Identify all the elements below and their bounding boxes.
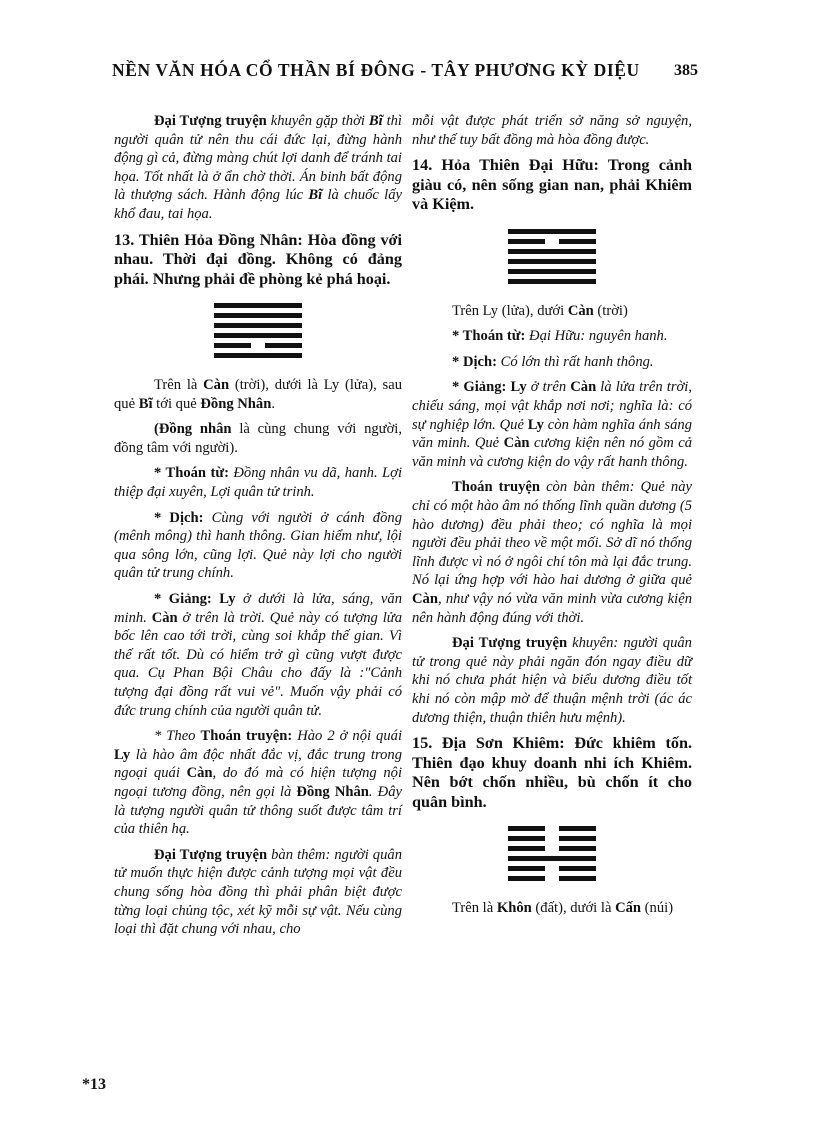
paragraph	[114, 590, 402, 720]
term: Càn	[203, 377, 230, 394]
paragraph	[412, 327, 692, 346]
yang-line	[214, 323, 302, 328]
paragraph: mỗi vật được phát triển sở năng sở nguyện, như thế tuy bất đồng mà hòa đồng được.	[412, 113, 692, 148]
yang-line	[214, 353, 302, 358]
term: * Dịch:	[154, 509, 204, 526]
term: Càn	[412, 591, 438, 607]
paragraph	[412, 634, 692, 727]
yang-line	[508, 259, 596, 264]
yin-line	[214, 343, 302, 348]
term: Bĩ	[138, 395, 153, 412]
text: cương kiện nên nó gồm cả văn minh và cương kiện do vậy rất hanh thông.	[412, 435, 692, 470]
term: Bĩ	[368, 113, 383, 129]
hexagram-dong-nhan	[214, 303, 302, 358]
yang-line	[214, 313, 302, 318]
term: (Đồng nhân	[154, 421, 232, 438]
text: Đại Hữu: nguyên hanh.	[525, 328, 668, 345]
paragraph	[114, 376, 402, 413]
text: khuyên gặp thời	[266, 113, 369, 129]
yin-line	[508, 826, 596, 831]
term: * Giảng: Ly	[154, 591, 236, 607]
right-column	[412, 112, 692, 925]
term: Thoán truyện	[452, 479, 540, 496]
term: Thoán truyện:	[200, 728, 293, 745]
text: ở trên là trời. Quẻ này có tượng lửa bốc lên cao tới trời, cùng soi khắp thế gian. Vì thế rất tốt. Dù có hiểm trở gì cũng vượt được qua. Cụ Phan Bội Châu cho đấy là :"Cảnh tượng đại đồng rất vui vẻ". Muốn vậy phải có đức trung chính của người quân tử.	[114, 609, 403, 719]
text: (trời), dưới là Ly (lửa), sau quẻ	[114, 377, 403, 412]
section-heading-13: 13. Thiên Hỏa Đồng Nhân: Hòa đồng với nhau. Thời đại đồng. Không có đảng phái. Nhưng phải đề phòng kẻ phá hoại.	[114, 230, 402, 288]
term: Càn	[151, 609, 178, 626]
text: * Theo	[154, 728, 201, 745]
page-number: 385	[674, 62, 698, 79]
yang-line	[214, 333, 302, 338]
hexagram-dai-huu	[508, 229, 596, 284]
paragraph	[114, 464, 402, 501]
paragraph	[114, 420, 402, 457]
term: Đồng Nhân	[200, 395, 272, 412]
text: . Đây là tượng người quân tử thông suốt được tâm trí của thiên hạ.	[114, 783, 402, 838]
term: Càn	[186, 765, 213, 782]
left-column	[114, 112, 402, 946]
yin-line	[508, 866, 596, 871]
term: Đồng Nhân	[296, 783, 369, 800]
term: Đại Tượng truyện	[154, 113, 267, 129]
term: Đại Tượng truyện	[452, 635, 568, 652]
term: * Thoán từ:	[452, 328, 526, 345]
yang-line	[214, 303, 302, 308]
term: * Giảng: Ly	[452, 379, 527, 396]
yang-line	[508, 269, 596, 274]
term: Ly	[527, 416, 544, 433]
text: khuyên: người quân tử trong quẻ này phải ngăn đón ngay điều dữ khi nó chưa phát hiện và biểu dương điều tốt khi nó còn mập mờ để thuận mệnh trời (ác ác dương thiện, thuận thiên hưu mệnh).	[412, 635, 692, 726]
paragraph	[114, 112, 402, 224]
yin-line	[508, 846, 596, 851]
text: là cùng chung với người, đồng tâm với người).	[114, 421, 402, 456]
yang-line	[508, 249, 596, 254]
section-heading-15: 15. Địa Sơn Khiêm: Đức khiêm tốn. Thiên đạo khuy doanh nhi ích Khiêm. Nên bớt chốn nhiều, bù chốn ít cho quân bình.	[412, 734, 692, 811]
text: (núi)	[641, 900, 674, 917]
text: thì người quân tử nên thu cái đức lại, đừng hành động gì cả, đừng màng chút lợi danh để tránh tai họa. Tốt nhất là ở ẩn chờ thời. Án binh bất động là thượng sách. Hành động lúc	[114, 113, 402, 204]
text: Trên là	[452, 900, 497, 917]
text: bàn thêm: người quân tử muốn thực hiện được cảnh tượng mọi vật đều chung sống hòa đồng thì phải phân biệt được từng loại chủng tộc, xét kỹ mỗi sự vật. Nếu cùng loại thì đặt chung với nhau, cho	[114, 846, 402, 938]
yin-line	[508, 239, 596, 244]
term: * Thoán từ:	[154, 465, 229, 482]
text: còn bàn thêm: Quẻ này chỉ có một hào âm nó thống lĩnh quần dương (5 hào dương) đều phải theo; có nghĩa là mọi người đều phải theo về một mối. Sở dĩ nó thống lĩnh được vì nó ở ngôi chí tôn mà lại đắc trung. Nó lại ứng hợp với hào hai dương ở giữa quẻ	[412, 479, 692, 589]
text: là lửa trên trời, chiếu sáng, mọi vật khắp nơi nơi; nghĩa là: có sự nghiệp lớn. Quẻ	[412, 379, 692, 433]
yin-line	[508, 876, 596, 881]
text: ở dưới là lửa, sáng, văn minh.	[114, 591, 402, 626]
text: , như vậy nó vừa văn minh vừa cương kiện nên hành động đúng với thời.	[412, 591, 692, 626]
text: Trên Ly (lửa), dưới	[452, 302, 568, 319]
section-heading-14: 14. Hỏa Thiên Đại Hữu: Trong cảnh giàu có, nên sống gian nan, phải Khiêm và Kiệm.	[412, 156, 692, 214]
paragraph	[412, 302, 692, 321]
paragraph	[114, 727, 402, 839]
text: , do đó mà có hiện tượng nội ngoại tương đồng, nên gọi là	[114, 765, 403, 800]
paragraph	[412, 478, 692, 627]
term: Ly	[114, 746, 131, 763]
text: Trên là	[154, 377, 204, 394]
term: * Dịch:	[452, 353, 497, 370]
hexagram-khiem	[508, 826, 596, 881]
paragraph	[114, 509, 402, 583]
text: (đất), dưới là	[531, 900, 616, 917]
text: Có lớn thì rất hanh thông.	[497, 353, 654, 370]
text: tới quẻ	[152, 395, 201, 412]
text: Hào 2 ở nội quái	[292, 728, 402, 745]
text: Đồng nhân vu dã, hanh. Lợi thiệp đại xuyên, Lợi quân tử trinh.	[114, 465, 402, 501]
yang-line	[508, 279, 596, 284]
term: Đại Tượng truyện	[154, 846, 268, 863]
paragraph	[412, 899, 692, 918]
text: ở trên	[526, 379, 571, 396]
footer-signature-mark: *13	[82, 1076, 106, 1093]
term: Càn	[567, 302, 594, 319]
text: còn hàm nghĩa ánh sáng văn minh. Quẻ	[412, 416, 692, 452]
text: là hào âm độc nhất đắc vị, đắc trung trong ngoại quái	[114, 746, 402, 782]
text: Cùng với người ở cánh đồng (mênh mông) thì hanh thông. Gian hiểm như, lội qua sông lớn, cũng lợi. Quẻ này lợi cho người quân tử trung chính.	[114, 509, 402, 582]
text: (trời)	[593, 302, 628, 319]
paragraph	[412, 353, 692, 372]
paragraph	[412, 378, 692, 471]
paragraph	[114, 846, 402, 939]
text: .	[271, 395, 275, 412]
term: Càn	[570, 379, 597, 396]
yang-line	[508, 229, 596, 234]
yang-line	[508, 856, 596, 861]
running-header	[112, 60, 702, 90]
term: Cấn	[615, 900, 642, 917]
text: là chuốc lấy khổ đau, tai họa.	[114, 187, 402, 222]
yin-line	[508, 836, 596, 841]
header-title: NỀN VĂN HÓA CỔ THẦN BÍ ĐÔNG - TÂY PHƯƠNG KỲ DIỆU	[112, 60, 640, 80]
term: Bĩ	[308, 187, 323, 204]
term: Khôn	[496, 900, 532, 917]
term: Càn	[503, 435, 530, 452]
